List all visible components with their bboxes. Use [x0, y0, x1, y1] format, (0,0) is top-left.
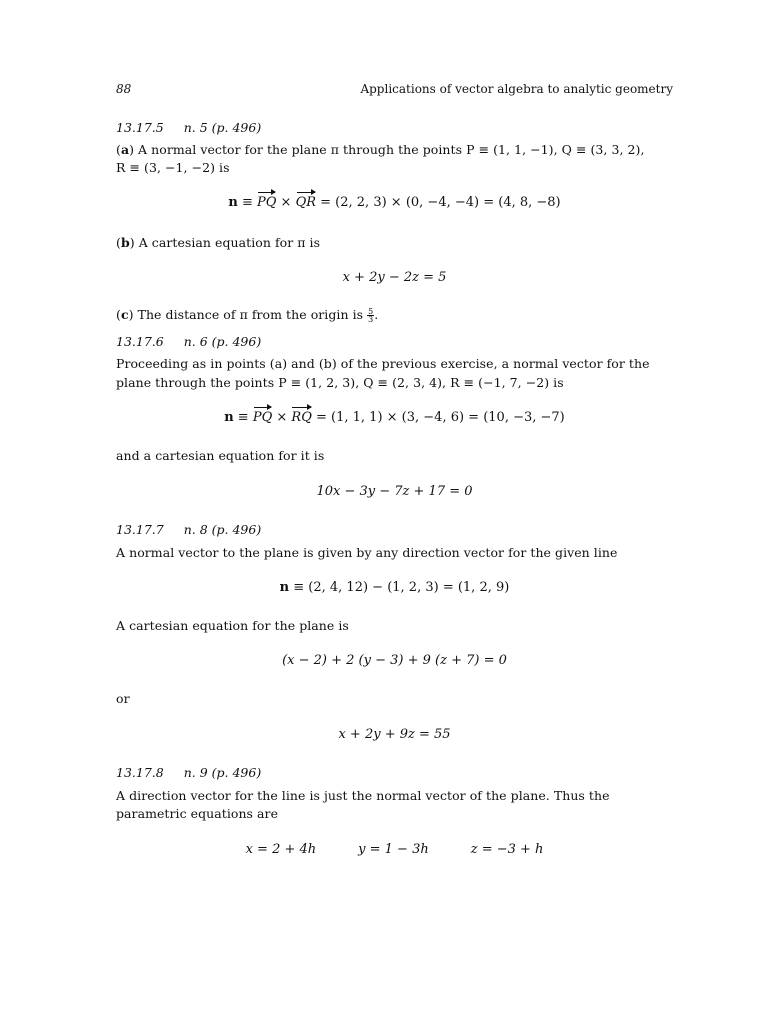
- equation: n ≡ PQ × QR = (2, 2, 3) × (0, −4, −4) = (4, 8, −8): [228, 195, 561, 210]
- part-label: a: [120, 142, 130, 157]
- paragraph-text: or: [116, 691, 130, 706]
- equation: n ≡ PQ × RQ = (1, 1, 1) × (3, −4, 6) = (10, −3, −7): [224, 410, 565, 425]
- equation: x + 2y + 9z = 55: [338, 727, 451, 742]
- exercise-reference: n. 6 (p. 496): [183, 334, 262, 349]
- paragraph-text: plane through the points P ≡ (1, 2, 3), Q ≡ (2, 3, 4), R ≡ (−1, 7, −2) is: [116, 375, 564, 390]
- exercise-heading: [116, 765, 261, 780]
- vector-pq: PQ: [256, 195, 277, 210]
- equation: x + 2y − 2z = 5: [342, 270, 447, 285]
- parametric-equations: [116, 842, 673, 857]
- normal-vector-symbol: n: [279, 580, 290, 595]
- equation: 10x − 3y − 7z + 17 = 0: [316, 484, 473, 499]
- equation: [116, 580, 673, 595]
- part-label: c: [120, 307, 129, 322]
- page-number: 88: [116, 82, 132, 96]
- equation-z: z = −3 + h: [470, 842, 544, 857]
- exercise-heading: [116, 120, 261, 135]
- paragraph-text: A normal vector to the plane is given by any direction vector for the given line: [116, 545, 618, 560]
- equation-y: y = 1 − 3h: [358, 842, 429, 857]
- paragraph-text: A cartesian equation for π is: [134, 235, 321, 250]
- exercise-number: 13.17.8: [116, 765, 164, 780]
- exercise-reference: n. 5 (p. 496): [183, 120, 262, 135]
- paragraph: (c) The distance of π from the origin is $\frac{5}{3}$ .: [116, 307, 379, 324]
- paragraph-text: The distance of π from the origin is: [133, 307, 368, 322]
- running-title: Applications of vector algebra to analytic geometry: [360, 82, 673, 96]
- vector-qr: QR: [295, 195, 317, 210]
- exercise-number: 13.17.5: [116, 120, 164, 135]
- paragraph: (a) A normal vector for the plane π through the points P ≡ (1, 1, −1), Q ≡ (3, 3, 2),: [116, 142, 645, 157]
- paragraph-text: A normal vector for the plane π through the points P ≡ (1, 1, −1), Q ≡ (3, 3, 2),: [134, 142, 645, 157]
- normal-vector-symbol: n: [224, 410, 234, 425]
- period: .: [374, 307, 379, 322]
- fraction-denominator: 3: [368, 315, 374, 324]
- equation-x: x = 2 + 4h: [245, 842, 317, 857]
- equation-rest: ≡ (2, 4, 12) − (1, 2, 3) = (1, 2, 9): [289, 580, 510, 595]
- fraction-numerator: 5: [368, 307, 374, 316]
- exercise-heading: [116, 334, 261, 349]
- exercise-number: 13.17.6: [116, 334, 164, 349]
- paragraph: (b) A cartesian equation for π is: [116, 235, 321, 250]
- paragraph-text: and a cartesian equation for it is: [116, 448, 325, 463]
- exercise-number: 13.17.7: [116, 522, 164, 537]
- paragraph-text: A direction vector for the line is just the normal vector of the plane. Thus the: [116, 788, 610, 803]
- equation-rest: = (1, 1, 1) × (3, −4, 6) = (10, −3, −7): [311, 410, 565, 425]
- paragraph-text: parametric equations are: [116, 806, 279, 821]
- paragraph-text: Proceeding as in points (a) and (b) of the previous exercise, a normal vector for the: [116, 356, 650, 371]
- equation-rest: = (2, 2, 3) × (0, −4, −4) = (4, 8, −8): [316, 195, 561, 210]
- normal-vector-symbol: n: [228, 195, 238, 210]
- equation: (x − 2) + 2 (y − 3) + 9 (z + 7) = 0: [282, 653, 507, 668]
- exercise-reference: n. 8 (p. 496): [183, 522, 262, 537]
- vector-pq: PQ: [252, 410, 273, 425]
- exercise-reference: n. 9 (p. 496): [183, 765, 262, 780]
- vector-rq: RQ: [291, 410, 312, 425]
- exercise-heading: [116, 522, 261, 537]
- paragraph-text: R ≡ (3, −1, −2) is: [116, 160, 230, 175]
- paragraph-text: A cartesian equation for the plane is: [116, 618, 349, 633]
- part-label: b: [120, 235, 130, 250]
